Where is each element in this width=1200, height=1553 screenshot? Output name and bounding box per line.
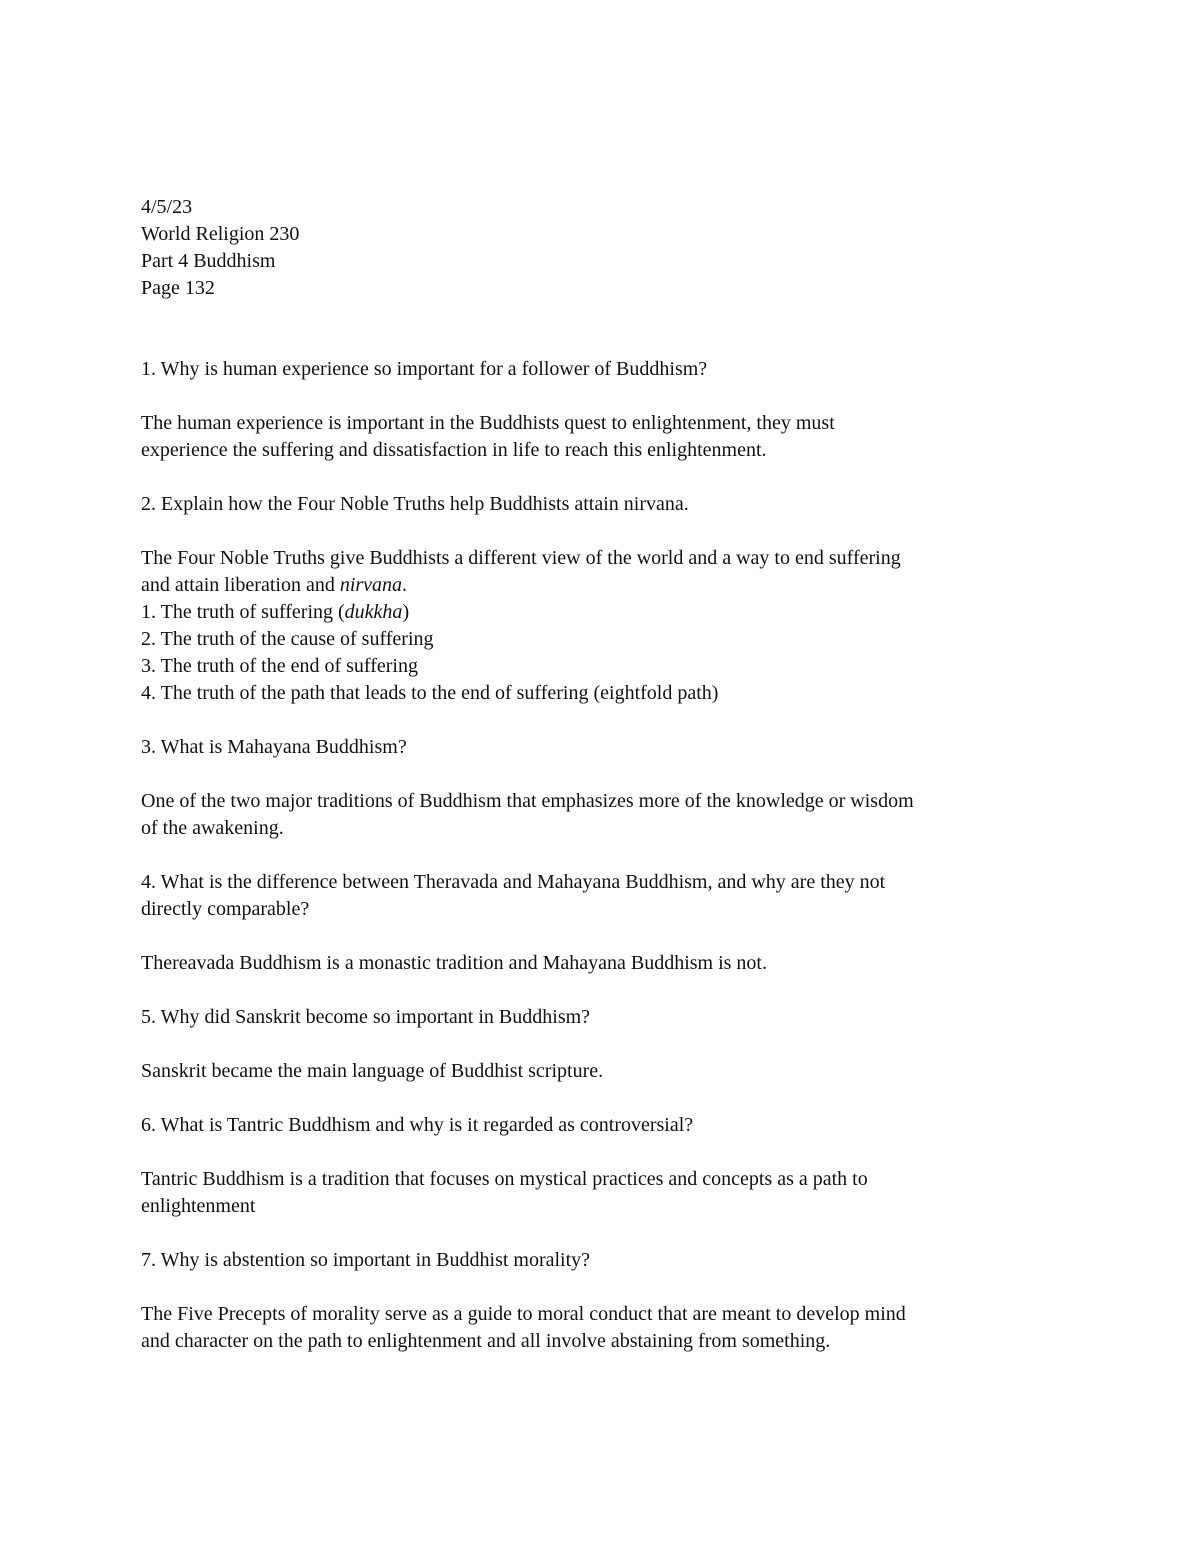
truth-item-1 [141,599,1061,626]
spacer [141,464,1061,491]
answer-2-line-2 [141,572,1061,599]
date-line: 4/5/23 [141,196,193,218]
answer-4: Thereavada Buddhism is a monastic tradition and Mahayana Buddhism is not. [141,952,767,974]
spacer [141,1274,1061,1301]
answer-7-line-1: The Five Precepts of morality serve as a guide to moral conduct that are meant to develop mind [141,1303,906,1325]
answer-1-line-1: The human experience is important in the Buddhists quest to enlightenment, they must [141,412,835,434]
truth-item-1-prefix: 1. The truth of suffering ( [141,601,345,623]
answer-2-line-2-suffix: . [402,574,408,596]
answer-5: Sanskrit became the main language of Buddhist scripture. [141,1060,604,1082]
spacer [141,1139,1061,1166]
question-2: 2. Explain how the Four Noble Truths help Buddhists attain nirvana. [141,493,689,515]
answer-6-line-2: enlightenment [141,1195,256,1217]
spacer [141,923,1061,950]
spacer [141,518,1061,545]
question-4-line-1: 4. What is the difference between Theravada and Mahayana Buddhism, and why are they not [141,871,886,893]
page-line: Page 132 [141,277,215,299]
answer-1-line-2: experience the suffering and dissatisfaction in life to reach this enlightenment. [141,439,767,461]
spacer [141,1031,1061,1058]
answer-2-line-2-prefix: and attain liberation and [141,574,340,596]
answer-6-line-1: Tantric Buddhism is a tradition that focuses on mystical practices and concepts as a path to [141,1168,868,1190]
header-block [141,194,1061,302]
part-line: Part 4 Buddhism [141,250,276,272]
spacer [141,1085,1061,1112]
spacer [141,329,1061,356]
question-1: 1. Why is human experience so important for a follower of Buddhism? [141,358,708,380]
question-7: 7. Why is abstention so important in Buddhist morality? [141,1249,591,1271]
answer-7-line-2: and character on the path to enlightenment and all involve abstaining from something. [141,1330,831,1352]
spacer [141,977,1061,1004]
nirvana-term: nirvana [339,574,403,596]
spacer [141,1220,1061,1247]
question-4-line-2: directly comparable? [141,898,310,920]
spacer [141,842,1061,869]
course-line: World Religion 230 [141,223,300,245]
question-3: 3. What is Mahayana Buddhism? [141,736,407,758]
truth-item-2: 2. The truth of the cause of suffering [141,628,434,650]
truth-item-3: 3. The truth of the end of suffering [141,655,418,677]
truth-item-4: 4. The truth of the path that leads to the end of suffering (eightfold path) [141,682,719,704]
question-6: 6. What is Tantric Buddhism and why is it regarded as controversial? [141,1114,694,1136]
dukkha-term: dukkha [344,601,403,623]
spacer [141,302,1061,329]
answer-3-line-2: of the awakening. [141,817,284,839]
answer-3-line-1: One of the two major traditions of Buddhism that emphasizes more of the knowledge or wisdom [141,790,914,812]
spacer [141,761,1061,788]
spacer [141,383,1061,410]
question-5: 5. Why did Sanskrit become so important in Buddhism? [141,1006,591,1028]
answer-2-line-1: The Four Noble Truths give Buddhists a different view of the world and a way to end suffering [141,547,901,569]
truth-item-1-suffix: ) [402,601,410,623]
spacer [141,707,1061,734]
document-page [141,194,1061,1355]
